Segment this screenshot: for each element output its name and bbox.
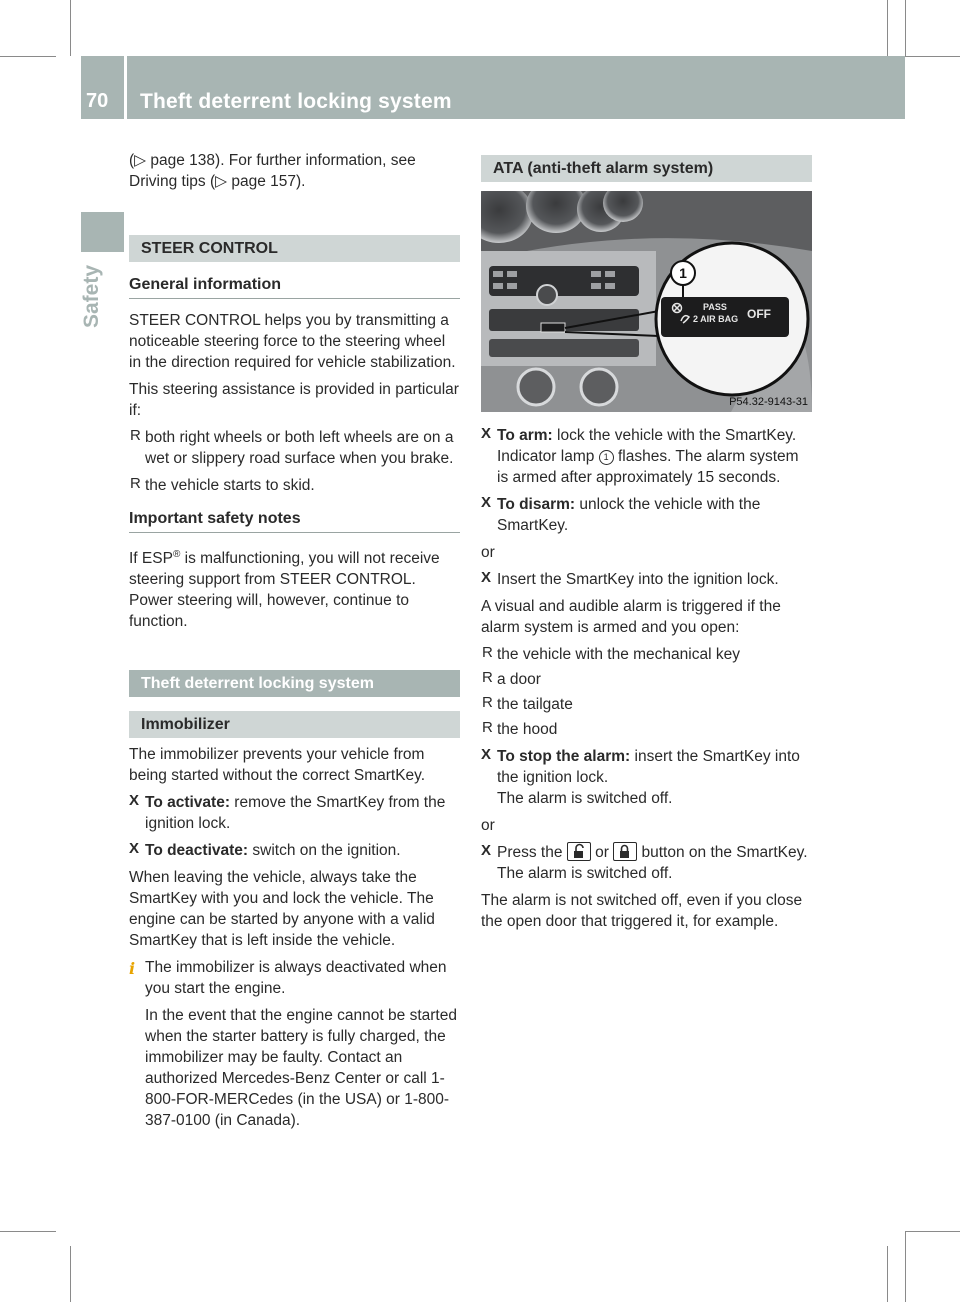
instruction-step: X Press the or button on the SmartKey. The alarm is switched off. [481, 842, 808, 882]
crop-mark [70, 1246, 71, 1302]
lamp-label-pass: PASS [703, 302, 727, 312]
bullet: R [130, 427, 141, 444]
page-title: Theft deterrent locking system [140, 90, 452, 113]
instruction-step: X To activate: remove the SmartKey from the ignition lock. [129, 792, 446, 833]
step-marker: X [481, 569, 492, 586]
section-tab [81, 212, 124, 252]
final-paragraph: The alarm is not switched off, even if you close the open door that triggered it, for example. [481, 892, 803, 930]
bullet: R [130, 475, 141, 492]
instruction-step: X To deactivate: switch on the ignition. [129, 840, 401, 860]
list-item: R both right wheels or both left wheels are on a wet or slippery road surface when you brake. [130, 427, 454, 467]
step-marker: X [481, 494, 492, 511]
bullet: R [482, 719, 493, 736]
list-item: R the vehicle with the mechanical key [482, 644, 740, 663]
right-column [481, 155, 812, 932]
callout-number: 1 [679, 265, 687, 281]
or-text: or [481, 544, 495, 561]
unlock-icon [567, 842, 591, 861]
bullet: R [482, 644, 493, 661]
dashboard-illustration [481, 191, 812, 412]
bullet: R [482, 694, 493, 711]
immobilizer-paragraph: The immobilizer prevents your vehicle from being started without the correct SmartKey. [129, 746, 426, 785]
list-item: R the tailgate [482, 694, 573, 713]
crop-mark [905, 1231, 906, 1302]
bullet: R [482, 669, 493, 686]
crop-mark [0, 56, 56, 57]
step-marker: X [481, 746, 492, 763]
immobilizer-heading: Immobilizer [129, 711, 460, 738]
step-marker: X [129, 840, 140, 858]
safety-paragraph: If ESP® is malfunctioning, you will not receive steering support from STEER CONTROL. Power steering will, however, continue to function. [129, 549, 440, 631]
crop-mark [905, 0, 906, 56]
instruction-step: X To stop the alarm: insert the SmartKey into the ignition lock. The alarm is switched off. [481, 746, 800, 807]
steer-control-heading: STEER CONTROL [129, 235, 460, 262]
callout-1-icon: 1 [599, 450, 614, 465]
info-note: i The immobilizer is always deactivated when you start the engine. In the event that the engine cannot be started when the starter battery is fully charged, the immobilizer may be faulty. Contact an authorized Mercedes-Benz Center or call 1-800-FOR-MERCedes (in the USA) or 1-800-387-0100 (in Canada). [129, 959, 457, 1130]
visual-alarm-paragraph: A visual and audible alarm is triggered if the alarm system is armed and you open: [481, 598, 781, 636]
crop-mark [905, 56, 960, 57]
list-item: R the hood [482, 719, 558, 738]
header-divider [124, 56, 127, 119]
instruction-step: X Insert the SmartKey into the ignition lock. [481, 569, 779, 588]
instruction-step: X To disarm: unlock the vehicle with the SmartKey. [481, 494, 761, 534]
or-text: or [481, 817, 495, 834]
leaving-paragraph: When leaving the vehicle, always take the SmartKey with you and lock the vehicle. The engine can be started by anyone with a valid SmartKey that is left inside the vehicle. [129, 869, 435, 950]
intro-paragraph: (▷ page 138). For further information, see Driving tips (▷ page 157). [129, 152, 416, 190]
lamp-label-off: OFF [747, 307, 771, 321]
lock-icon [613, 842, 637, 861]
section-label: Safety [80, 264, 103, 328]
theft-deterrent-heading: Theft deterrent locking system [129, 670, 460, 697]
instruction-step: X To arm: lock the vehicle with the SmartKey. Indicator lamp 1 flashes. The alarm system is armed after approximately 15 seconds. [481, 425, 799, 486]
dashboard-photo [481, 191, 812, 412]
general-paragraph-1: STEER CONTROL helps you by transmitting a noticeable steering force to the steering wheel in the direction required for vehicle stabilization. [129, 312, 456, 371]
left-column [129, 150, 460, 1131]
crop-mark [70, 0, 71, 56]
info-icon: i [129, 959, 136, 979]
ata-heading: ATA (anti-theft alarm system) [481, 155, 812, 182]
page-number: 70 [86, 90, 109, 112]
crop-mark [887, 0, 888, 56]
step-marker: X [481, 425, 492, 442]
crop-mark [887, 1246, 888, 1302]
crop-mark [905, 1231, 960, 1232]
general-information-heading: General information [129, 276, 460, 299]
crop-mark [0, 1231, 56, 1232]
list-item: R a door [482, 669, 541, 688]
step-marker: X [129, 792, 140, 810]
important-safety-heading: Important safety notes [129, 510, 460, 533]
lamp-label-airbag: 2 AIR BAG [693, 314, 739, 324]
step-marker: X [481, 842, 492, 859]
general-paragraph-2: This steering assistance is provided in particular if: [129, 381, 459, 419]
list-item: R the vehicle starts to skid. [130, 475, 315, 494]
image-code: P54.32-9143-31 [729, 396, 808, 408]
